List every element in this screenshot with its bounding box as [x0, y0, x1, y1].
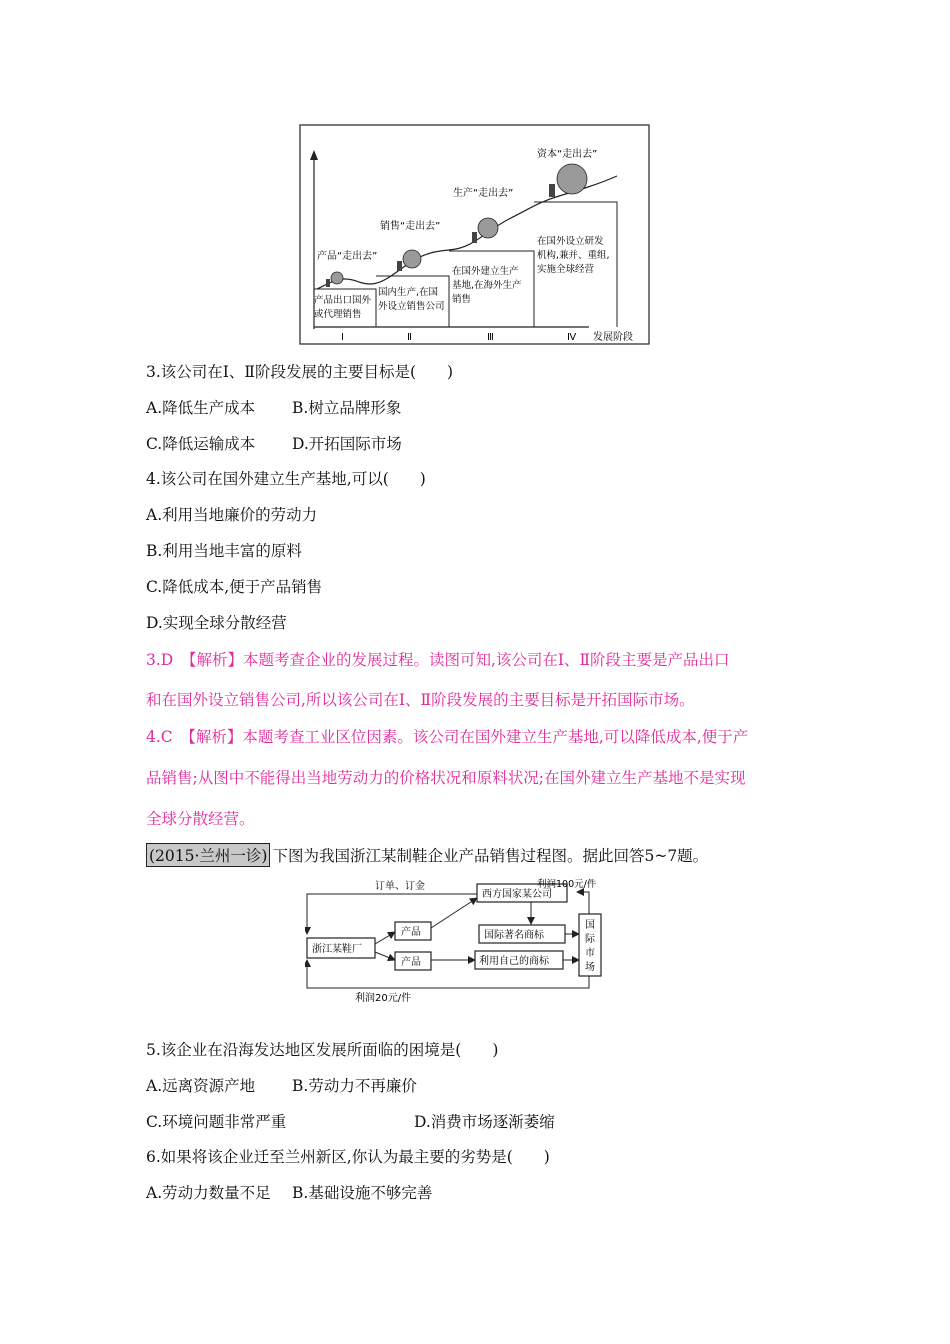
- q6-stem: 6.如果将该企业迁至兰州新区,你认为最主要的劣势是( ): [146, 1148, 550, 1166]
- market-char-2: 际: [585, 934, 595, 945]
- factory-box: 浙江某鞋厂: [312, 944, 362, 955]
- intro-text: 下图为我国浙江某制鞋企业产品销售过程图。据此回答5~7题。: [272, 847, 709, 865]
- q5-stem: 5.该企业在沿海发达地区发展所面临的困境是( ): [146, 1041, 499, 1059]
- q5-option-b: B.劳动力不再廉价: [292, 1077, 417, 1095]
- intro-line: [146, 843, 708, 867]
- stage-desc-3-line2: 基地,在海外生产: [452, 280, 522, 291]
- stage-numeral-1: Ⅰ: [341, 332, 344, 343]
- product-bottom-box: 产品: [401, 957, 421, 968]
- q3-option-b: B.树立品牌形象: [292, 399, 402, 417]
- profit-20-label: 利润20元/件: [355, 993, 412, 1004]
- q5-option-a: A.远离资源产地: [146, 1077, 256, 1095]
- answer-4-line3: 全球分散经营。: [146, 810, 255, 828]
- stage-title-2: 销售“走出去”: [380, 221, 441, 232]
- q4-option-d: D.实现全球分散经营: [146, 614, 287, 632]
- stage-numeral-4: Ⅳ: [567, 332, 577, 343]
- x-axis-label: 发展阶段: [593, 332, 633, 343]
- answer-4-line1: 4.C 【解析】本题考查工业区位因素。该公司在国外建立生产基地,可以降低成本,便于产: [146, 728, 749, 746]
- development-stages-figure: [299, 124, 651, 346]
- market-char-1: 国: [585, 920, 595, 931]
- q3-option-d: D.开拓国际市场: [292, 435, 402, 453]
- stage-desc-4-line3: 实施全球经营: [537, 264, 595, 275]
- western-company-box: 西方国家某公司: [482, 889, 552, 900]
- q5-option-d: D.消费市场逐渐萎缩: [414, 1113, 555, 1131]
- answer-3-line2: 和在国外设立销售公司,所以该公司在Ⅰ、Ⅱ阶段发展的主要目标是开拓国际市场。: [146, 691, 695, 709]
- q4-option-a: A.利用当地廉价的劳动力: [146, 506, 318, 524]
- profit-100-label: 利润100元/件: [537, 879, 597, 890]
- stage-title-1: 产品“走出去”: [317, 251, 378, 262]
- stage-numeral-3: Ⅲ: [487, 332, 494, 343]
- own-brand-box: 利用自己的商标: [479, 956, 549, 967]
- stage-desc-3-line1: 在国外建立生产: [452, 266, 519, 277]
- q3-option-c: C.降低运输成本: [146, 435, 256, 453]
- stage-desc-1-line1: 产品出口国外: [314, 295, 372, 306]
- stage-desc-4-line1: 在国外设立研发: [537, 236, 604, 247]
- stage-title-4: 资本“走出去”: [537, 149, 598, 160]
- stage-desc-2-line2: 外设立销售公司: [378, 301, 445, 312]
- stage-numeral-2: Ⅱ: [407, 332, 412, 343]
- stage-desc-2-line1: 国内生产,在国: [378, 287, 439, 298]
- product-top-box: 产品: [401, 927, 421, 938]
- q4-option-b: B.利用当地丰富的原料: [146, 542, 302, 560]
- stage-desc-1-line2: 或代理销售: [314, 309, 362, 320]
- stage-title-3: 生产“走出去”: [453, 188, 514, 199]
- q6-option-a: A.劳动力数量不足: [146, 1184, 271, 1202]
- market-char-3: 市: [585, 948, 595, 959]
- q4-stem: 4.该公司在国外建立生产基地,可以( ): [146, 470, 426, 488]
- source-tag: (2015·兰州一诊): [146, 843, 270, 867]
- intl-brand-box: 国际著名商标: [484, 930, 544, 941]
- market-char-4: 场: [585, 962, 595, 973]
- q5-option-c: C.环境问题非常严重: [146, 1113, 287, 1131]
- q6-option-b: B.基础设施不够完善: [292, 1184, 433, 1202]
- order-label: 订单、订金: [375, 881, 425, 892]
- q4-option-c: C.降低成本,便于产品销售: [146, 578, 323, 596]
- q3-stem: 3.该公司在Ⅰ、Ⅱ阶段发展的主要目标是( ): [146, 363, 454, 381]
- q3-option-a: A.降低生产成本: [146, 399, 256, 417]
- stage-desc-4-line2: 机构,兼并、重组,: [537, 250, 610, 261]
- answer-4-line2: 品销售;从图中不能得出当地劳动力的价格状况和原料状况;在国外建立生产基地不是实现: [146, 769, 746, 787]
- sales-process-figure: [305, 876, 607, 1004]
- stage-desc-3-line3: 销售: [452, 294, 472, 305]
- answer-3-line1: 3.D 【解析】本题考查企业的发展过程。读图可知,该公司在Ⅰ、Ⅱ阶段主要是产品出口: [146, 651, 730, 669]
